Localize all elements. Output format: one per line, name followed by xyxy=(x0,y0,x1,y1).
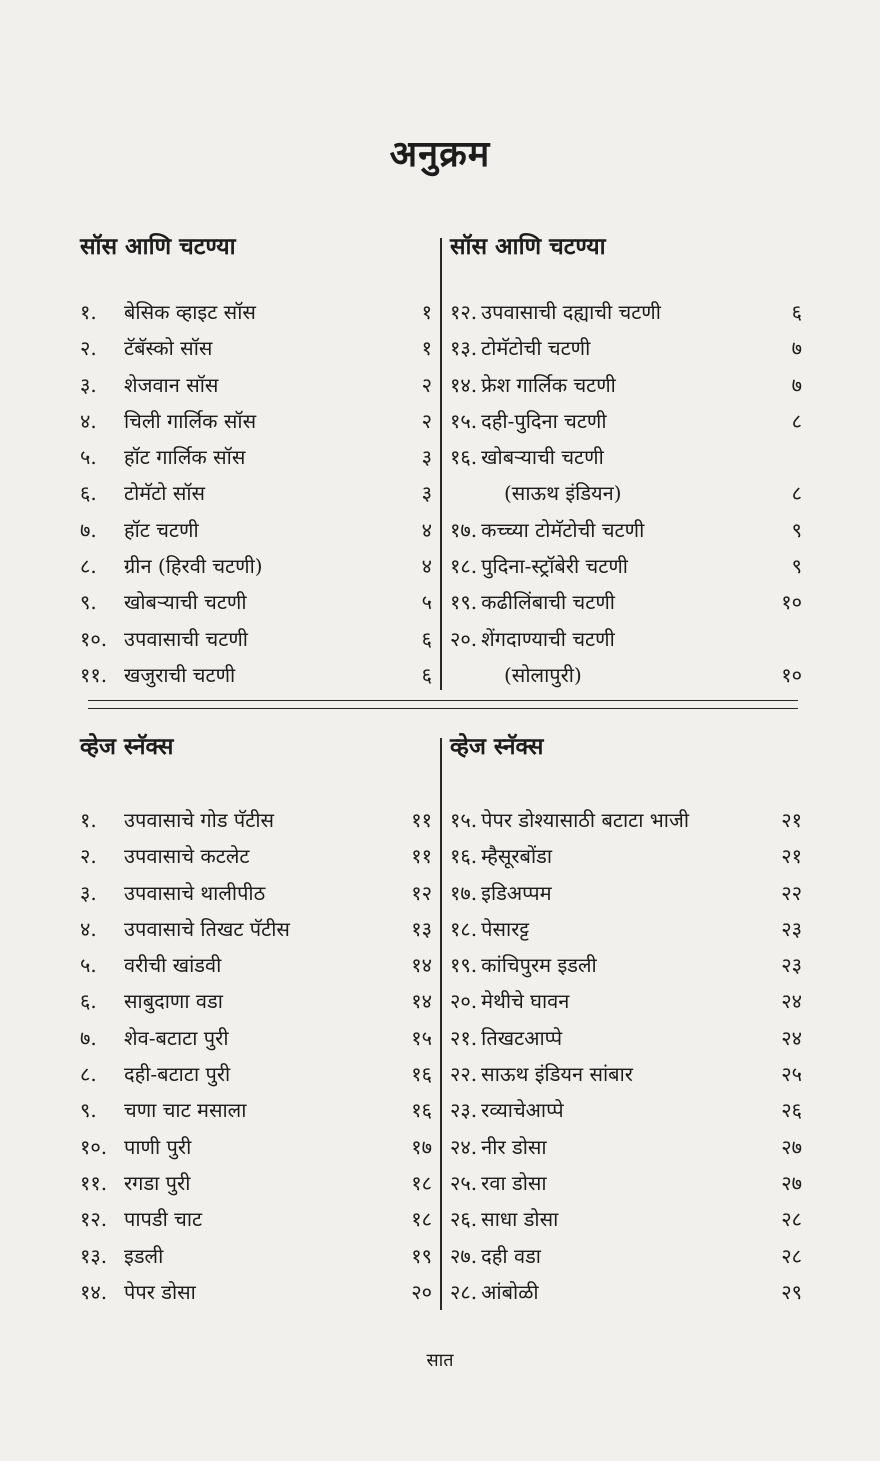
entry-title: म्हैसूरबोंडा xyxy=(481,844,553,869)
entry-page: २८ xyxy=(781,1243,802,1268)
entry-number: १२. xyxy=(450,300,478,324)
entry-page: ३ xyxy=(421,445,432,470)
entry-page: १० xyxy=(781,662,802,687)
toc-entry xyxy=(450,1020,802,1056)
entry-page: १४ xyxy=(411,953,432,978)
entry-title: टोमॅटोची चटणी xyxy=(481,336,591,361)
entry-page: २७ xyxy=(781,1134,802,1159)
entry-page: २९ xyxy=(781,1279,802,1304)
toc-entry xyxy=(80,1274,432,1310)
entry-number: ३. xyxy=(80,372,97,397)
entry-page: ७ xyxy=(791,372,802,397)
entry-number: १९. xyxy=(450,953,478,978)
entry-page: १६ xyxy=(411,1098,432,1123)
entry-title: उपवासाचे गोड पॅटीस xyxy=(124,808,275,832)
entry-title: चिली गार्लिक सॉस xyxy=(124,408,257,433)
entry-number: २०. xyxy=(450,626,478,651)
entry-page: २ xyxy=(421,372,432,397)
entry-number: १७. xyxy=(450,517,478,542)
entry-number: ४. xyxy=(80,408,97,433)
section-heading: सॉस आणि चटण्या xyxy=(80,233,236,260)
entry-title: टॅबॅस्को सॉस xyxy=(124,336,213,361)
entry-page: २ xyxy=(421,408,432,433)
toc-entry xyxy=(450,621,802,657)
toc-entry xyxy=(450,1201,802,1237)
entry-title: उपवासाचे थालीपीठ xyxy=(124,880,266,905)
entry-page: ७ xyxy=(791,336,802,361)
entry-page: ८ xyxy=(791,408,802,433)
toc-entry xyxy=(450,875,802,911)
entry-page: १७ xyxy=(411,1134,432,1159)
entry-number: ४. xyxy=(80,916,97,941)
entry-page: १५ xyxy=(411,1025,432,1050)
toc-entry xyxy=(80,330,432,366)
entry-title: इडिअप्पम xyxy=(481,880,552,905)
toc-entry xyxy=(80,367,432,403)
toc-entry xyxy=(450,1092,802,1128)
entry-page: ९ xyxy=(791,517,802,542)
toc-entry xyxy=(80,875,432,911)
column-left xyxy=(80,230,432,693)
entry-title: चणा चाट मसाला xyxy=(124,1098,247,1123)
entry-title: फ्रेश गार्लिक चटणी xyxy=(481,372,616,397)
toc-entry xyxy=(450,838,802,874)
toc-entry xyxy=(450,403,802,439)
entry-page: १४ xyxy=(411,989,432,1014)
entry-page: २३ xyxy=(781,916,802,941)
entry-page: २१ xyxy=(781,808,802,832)
section-veg-snacks xyxy=(80,730,805,1310)
entry-page: २३ xyxy=(781,953,802,978)
toc-list xyxy=(80,802,432,1310)
toc-entry xyxy=(80,548,432,584)
entry-page: ६ xyxy=(791,300,802,324)
page-number-footer: सात xyxy=(426,1350,454,1371)
entry-title: (सोलापुरी) xyxy=(504,662,582,687)
entry-page: ९ xyxy=(791,554,802,579)
entry-number: १३. xyxy=(80,1243,108,1268)
entry-title: दही वडा xyxy=(481,1243,541,1268)
entry-number: २६. xyxy=(450,1207,478,1232)
entry-title: पाणी पुरी xyxy=(124,1134,192,1159)
entry-title: हॉट गार्लिक सॉस xyxy=(124,445,246,470)
column-right xyxy=(450,230,802,693)
entry-number: १९. xyxy=(450,590,478,615)
toc-entry xyxy=(450,584,802,620)
entry-title: बेसिक व्हाइट सॉस xyxy=(124,300,256,324)
entry-number: ३. xyxy=(80,880,97,905)
entry-title: रव्याचेआप्पे xyxy=(481,1098,564,1123)
entry-page: २८ xyxy=(781,1207,802,1232)
section-heading: व्हेज स्नॅक्स xyxy=(450,733,544,760)
column-left xyxy=(80,730,432,1310)
entry-title: खोबऱ्याची चटणी xyxy=(124,590,247,615)
toc-entry xyxy=(80,657,432,693)
entry-title: उपवासाची चटणी xyxy=(124,626,248,651)
toc-entry xyxy=(80,1238,432,1274)
entry-number: ८. xyxy=(80,1062,97,1087)
toc-entry xyxy=(80,403,432,439)
entry-number: २८. xyxy=(450,1279,478,1304)
toc-entry xyxy=(80,1165,432,1201)
section-heading: व्हेज स्नॅक्स xyxy=(80,733,174,760)
entry-title: साधा डोसा xyxy=(481,1207,559,1232)
entry-number: ११. xyxy=(80,662,108,687)
entry-number: २. xyxy=(80,844,97,869)
entry-title: पुदिना-स्ट्रॉबेरी चटणी xyxy=(481,554,628,579)
entry-page: ६ xyxy=(421,662,432,687)
section-separator xyxy=(88,700,798,709)
entry-title: कांचिपुरम इडली xyxy=(481,953,597,978)
toc-entry xyxy=(80,1020,432,1056)
toc-list xyxy=(80,294,432,693)
toc-entry xyxy=(450,475,802,511)
entry-title: मेथीचे घावन xyxy=(481,989,570,1014)
entry-number: १४. xyxy=(80,1279,108,1304)
entry-number: २३. xyxy=(450,1098,478,1123)
entry-title: वरीची खांडवी xyxy=(124,953,222,978)
entry-page: १९ xyxy=(411,1243,432,1268)
entry-title: साबुदाणा वडा xyxy=(124,989,223,1014)
entry-title: तिखटआप्पे xyxy=(481,1025,563,1050)
toc-entry xyxy=(80,621,432,657)
entry-page: ६ xyxy=(421,626,432,651)
toc-entry xyxy=(450,911,802,947)
entry-number: ६. xyxy=(80,989,97,1014)
entry-title: हॉट चटणी xyxy=(124,517,199,542)
entry-page: ११ xyxy=(411,808,432,832)
entry-page: २६ xyxy=(781,1098,802,1123)
section-sauces-chutneys xyxy=(80,230,805,690)
toc-entry xyxy=(80,1092,432,1128)
toc-entry xyxy=(80,584,432,620)
entry-title: दही-पुदिना चटणी xyxy=(481,408,607,433)
page-title: अनुक्रम xyxy=(389,133,491,175)
entry-page: २४ xyxy=(781,1025,802,1050)
entry-title: रगडा पुरी xyxy=(124,1170,191,1195)
toc-entry xyxy=(450,367,802,403)
entry-title: पेपर डोसा xyxy=(124,1279,196,1304)
toc-entry xyxy=(450,1165,802,1201)
entry-page: २४ xyxy=(781,989,802,1014)
entry-title: रवा डोसा xyxy=(481,1170,547,1195)
entry-page: १८ xyxy=(411,1207,432,1232)
entry-number: ५. xyxy=(80,953,97,978)
toc-entry xyxy=(450,548,802,584)
entry-number: ७. xyxy=(80,1025,97,1050)
entry-page: १० xyxy=(781,590,802,615)
entry-page: ४ xyxy=(421,554,432,579)
toc-entry xyxy=(80,802,432,838)
entry-page: ८ xyxy=(791,481,802,506)
entry-number: ६. xyxy=(80,481,97,506)
entry-number: १. xyxy=(80,808,97,832)
entry-number: २. xyxy=(80,336,97,361)
toc-entry xyxy=(80,911,432,947)
toc-entry xyxy=(450,512,802,548)
column-divider xyxy=(440,238,442,690)
entry-title: पेपर डोश्यासाठी बटाटा भाजी xyxy=(481,808,690,832)
entry-number: १३. xyxy=(450,336,478,361)
entry-title: शेजवान सॉस xyxy=(124,372,219,397)
entry-page: २२ xyxy=(781,880,802,905)
entry-title: खोबऱ्याची चटणी xyxy=(481,445,604,470)
toc-entry xyxy=(80,512,432,548)
entry-number: २४. xyxy=(450,1134,478,1159)
entry-number: २१. xyxy=(450,1025,478,1050)
entry-number: १०. xyxy=(80,1134,108,1159)
entry-number: १०. xyxy=(80,626,108,651)
toc-entry xyxy=(450,294,802,330)
toc-entry xyxy=(80,439,432,475)
entry-title: उपवासाचे तिखट पॅटीस xyxy=(124,916,290,941)
entry-title: दही-बटाटा पुरी xyxy=(124,1062,231,1087)
toc-entry xyxy=(80,838,432,874)
entry-page: ४ xyxy=(421,517,432,542)
toc-entry xyxy=(80,1201,432,1237)
entry-title: पेसारट्ट xyxy=(481,916,530,941)
entry-number: १७. xyxy=(450,880,478,905)
entry-title: इडली xyxy=(124,1243,164,1268)
entry-title: खजुराची चटणी xyxy=(124,662,236,687)
entry-page: १६ xyxy=(411,1062,432,1087)
entry-title: (साऊथ इंडियन) xyxy=(504,481,622,506)
entry-number: १६. xyxy=(450,445,478,470)
entry-number: १८. xyxy=(450,916,478,941)
toc-entry xyxy=(80,475,432,511)
entry-title: उपवासाची दह्याची चटणी xyxy=(481,300,661,324)
entry-number: ९. xyxy=(80,1098,97,1123)
entry-number: १६. xyxy=(450,844,478,869)
toc-entry xyxy=(80,294,432,330)
entry-number: १८. xyxy=(450,554,478,579)
entry-title: शेंगदाण्याची चटणी xyxy=(481,626,615,651)
column-divider xyxy=(440,738,442,1310)
entry-page: २१ xyxy=(781,844,802,869)
entry-number: १५. xyxy=(450,808,478,832)
toc-entry xyxy=(80,1056,432,1092)
entry-number: ७. xyxy=(80,517,97,542)
toc-entry xyxy=(450,983,802,1019)
toc-entry xyxy=(450,439,802,475)
entry-page: १२ xyxy=(411,880,432,905)
toc-entry xyxy=(450,802,802,838)
toc-entry xyxy=(450,1056,802,1092)
toc-entry xyxy=(450,657,802,693)
entry-number: १५. xyxy=(450,408,478,433)
entry-number: २०. xyxy=(450,989,478,1014)
entry-title: आंबोळी xyxy=(481,1279,539,1304)
toc-entry xyxy=(80,947,432,983)
entry-number: २५. xyxy=(450,1170,478,1195)
entry-title: नीर डोसा xyxy=(481,1134,547,1159)
entry-title: कच्च्या टोमॅटोची चटणी xyxy=(481,517,645,542)
toc-entry xyxy=(450,1274,802,1310)
toc-entry xyxy=(450,947,802,983)
entry-number: १२. xyxy=(80,1207,108,1232)
toc-entry xyxy=(80,983,432,1019)
entry-title: साऊथ इंडियन सांबार xyxy=(481,1062,633,1087)
entry-title: कढीलिंबाची चटणी xyxy=(481,590,615,615)
entry-number: २७. xyxy=(450,1243,478,1268)
section-heading: सॉस आणि चटण्या xyxy=(450,233,606,260)
entry-title: शेव-बटाटा पुरी xyxy=(124,1025,229,1050)
entry-number: ११. xyxy=(80,1170,108,1195)
entry-title: उपवासाचे कटलेट xyxy=(124,844,250,869)
entry-page: २० xyxy=(411,1279,432,1304)
entry-page: ५ xyxy=(421,590,432,615)
entry-page: १३ xyxy=(411,916,432,941)
toc-entry xyxy=(80,1129,432,1165)
column-right xyxy=(450,730,802,1310)
entry-page: ११ xyxy=(411,844,432,869)
toc-list xyxy=(450,294,802,693)
entry-title: पापडी चाट xyxy=(124,1207,203,1232)
entry-number: १. xyxy=(80,300,97,324)
entry-number: २२. xyxy=(450,1062,478,1087)
entry-number: ८. xyxy=(80,554,97,579)
entry-page: २५ xyxy=(781,1062,802,1087)
toc-entry xyxy=(450,1238,802,1274)
toc-entry xyxy=(450,330,802,366)
entry-page: १८ xyxy=(411,1170,432,1195)
entry-number: १४. xyxy=(450,372,478,397)
entry-title: टोमॅटो सॉस xyxy=(124,481,206,506)
entry-page: २७ xyxy=(781,1170,802,1195)
entry-page: १ xyxy=(421,336,432,361)
toc-entry xyxy=(450,1129,802,1165)
toc-list xyxy=(450,802,802,1310)
entry-number: ९. xyxy=(80,590,97,615)
entry-page: ३ xyxy=(421,481,432,506)
entry-page: १ xyxy=(421,300,432,324)
entry-number: ५. xyxy=(80,445,97,470)
entry-title: ग्रीन (हिरवी चटणी) xyxy=(124,554,263,579)
